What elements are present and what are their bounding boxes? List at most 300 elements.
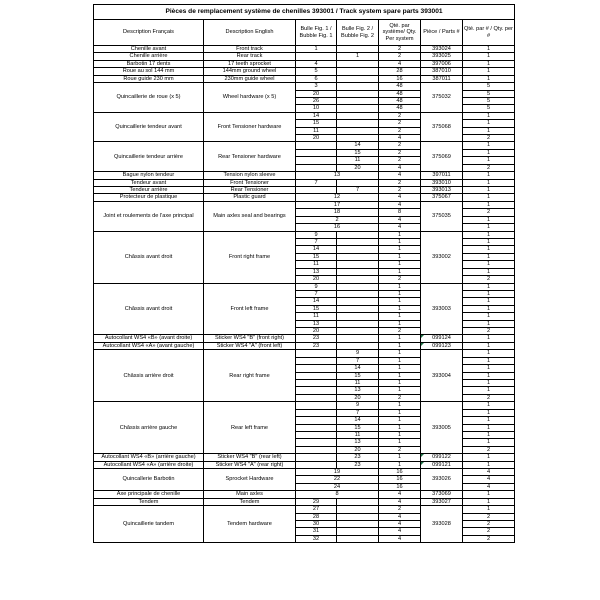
cell-qty-per-system: 4 [379, 60, 421, 67]
cell-bubble-fig1: 7 [296, 179, 337, 186]
cell-bubble-fig1: 14 [296, 112, 337, 119]
cell-bubble-merged: 12 [296, 194, 379, 201]
cell-qty-per-part: 1 [463, 350, 515, 357]
cell-qty-per-part: 2 [463, 521, 515, 528]
cell-bubble-fig1 [296, 439, 337, 446]
cell-qty-per-part: 1 [463, 172, 515, 179]
cell-bubble-fig1 [296, 53, 337, 60]
cell-bubble-fig1: 6 [296, 75, 337, 82]
cell-qty-per-part: 1 [463, 60, 515, 67]
cell-description-fr: Chenille arrière [94, 53, 204, 60]
cell-bubble-fig1: 5 [296, 68, 337, 75]
cell-qty-per-system: 16 [379, 483, 421, 490]
cell-bubble-fig1: 7 [296, 238, 337, 245]
cell-description-fr: Quincaillerie tandem [94, 506, 204, 543]
cell-qty-per-part: 2 [463, 528, 515, 535]
cell-part-number: 375068 [421, 112, 463, 142]
cell-description-en: Front Tensioner [204, 179, 296, 186]
cell-bubble-fig2 [337, 313, 379, 320]
cell-qty-per-part: 1 [463, 506, 515, 513]
table-row [94, 402, 515, 409]
cell-qty-per-system: 8 [379, 209, 421, 216]
cell-bubble-merged: 8 [296, 491, 379, 498]
cell-bubble-fig2 [337, 75, 379, 82]
cell-bubble-fig2 [337, 261, 379, 268]
table-row [94, 60, 515, 67]
cell-qty-per-system: 1 [379, 409, 421, 416]
cell-qty-per-part: 1 [463, 365, 515, 372]
cell-qty-per-part: 1 [463, 46, 515, 53]
cell-bubble-fig2 [337, 97, 379, 104]
cell-part-number: 393024 [421, 46, 463, 53]
cell-description-fr: Châssis arrière gauche [94, 402, 204, 454]
cell-qty-per-part: 4 [463, 476, 515, 483]
cell-part-number: 393013 [421, 187, 463, 194]
cell-qty-per-part: 1 [463, 424, 515, 431]
table-row [94, 179, 515, 186]
cell-qty-per-system: 4 [379, 513, 421, 520]
table-row [94, 498, 515, 505]
cell-qty-per-part: 1 [463, 142, 515, 149]
cell-qty-per-part: 1 [463, 246, 515, 253]
cell-bubble-fig1: 10 [296, 105, 337, 112]
cell-qty-per-part: 1 [463, 461, 515, 468]
cell-part-number: 397011 [421, 172, 463, 179]
cell-part-number: 393025 [421, 53, 463, 60]
cell-part-number: 393002 [421, 231, 463, 283]
table-row [94, 68, 515, 75]
cell-qty-per-part: 2 [463, 164, 515, 171]
cell-qty-per-part: 1 [463, 112, 515, 119]
cell-bubble-fig2: 1 [337, 53, 379, 60]
cell-description-fr: Châssis avant droit [94, 283, 204, 335]
cell-description-en: Rear right frame [204, 350, 296, 402]
cell-qty-per-system: 1 [379, 298, 421, 305]
cell-bubble-fig1: 11 [296, 261, 337, 268]
cell-qty-per-part: 2 [463, 394, 515, 401]
cell-description-fr: Tendeur arrière [94, 187, 204, 194]
cell-bubble-fig1 [296, 164, 337, 171]
cell-qty-per-part: 1 [463, 231, 515, 238]
cell-bubble-fig1 [296, 454, 337, 461]
cell-qty-per-part: 1 [463, 268, 515, 275]
cell-bubble-fig1: 23 [296, 335, 337, 342]
cell-description-fr: Protecteur de plastique [94, 194, 204, 201]
cell-description-fr: Tendem [94, 498, 204, 505]
cell-bubble-fig1: 15 [296, 253, 337, 260]
cell-bubble-fig1 [296, 379, 337, 386]
cell-bubble-fig2: 7 [337, 409, 379, 416]
cell-qty-per-system: 2 [379, 157, 421, 164]
cell-description-en: Front Tensioner hardware [204, 112, 296, 142]
cell-qty-per-part: 1 [463, 431, 515, 438]
cell-qty-per-system: 1 [379, 305, 421, 312]
cell-bubble-fig2 [337, 135, 379, 142]
cell-bubble-fig1 [296, 149, 337, 156]
cell-bubble-merged: 24 [296, 483, 379, 490]
cell-qty-per-system: 2 [379, 187, 421, 194]
cell-bubble-fig2: 14 [337, 365, 379, 372]
cell-bubble-fig1: 30 [296, 521, 337, 528]
cell-bubble-fig2 [337, 342, 379, 349]
cell-bubble-fig2 [337, 112, 379, 119]
cell-bubble-fig2: 7 [337, 187, 379, 194]
cell-part-number: 393004 [421, 350, 463, 402]
cell-qty-per-system: 4 [379, 201, 421, 208]
cell-bubble-fig2 [337, 290, 379, 297]
cell-bubble-fig1 [296, 402, 337, 409]
col-header-qty-per-system: Qté. par système/ Qty. Per system [379, 20, 421, 46]
cell-bubble-fig2 [337, 68, 379, 75]
col-header-bubble-fig1: Bulle Fig. 1 / Bubble Fig. 1 [296, 20, 337, 46]
cell-qty-per-part: 1 [463, 201, 515, 208]
cell-qty-per-part: 1 [463, 320, 515, 327]
cell-bubble-fig1 [296, 187, 337, 194]
cell-description-en: Rear track [204, 53, 296, 60]
cell-qty-per-system: 1 [379, 313, 421, 320]
cell-bubble-fig2 [337, 535, 379, 542]
cell-bubble-fig2 [337, 305, 379, 312]
cell-bubble-fig1 [296, 409, 337, 416]
text-format-flag-icon [421, 343, 424, 346]
cell-part-number: 387011 [421, 75, 463, 82]
cell-qty-per-system: 1 [379, 431, 421, 438]
cell-description-en: Sticker WS4 "A" (front left) [204, 342, 296, 349]
cell-bubble-fig1: 13 [296, 320, 337, 327]
cell-qty-per-part: 1 [463, 372, 515, 379]
table-row [94, 461, 515, 468]
cell-bubble-fig1: 23 [296, 342, 337, 349]
cell-qty-per-part: 2 [463, 276, 515, 283]
cell-qty-per-system: 4 [379, 224, 421, 231]
cell-bubble-fig2: 14 [337, 142, 379, 149]
cell-description-en: Wheel hardware (x 5) [204, 83, 296, 113]
cell-qty-per-system: 2 [379, 142, 421, 149]
cell-bubble-fig1: 7 [296, 290, 337, 297]
cell-qty-per-part: 1 [463, 298, 515, 305]
cell-qty-per-system: 4 [379, 172, 421, 179]
table-row [94, 112, 515, 119]
cell-bubble-fig1 [296, 446, 337, 453]
cell-bubble-fig1: 29 [296, 498, 337, 505]
cell-description-fr: Chenille avant [94, 46, 204, 53]
cell-bubble-fig2: 20 [337, 394, 379, 401]
col-header-description-en: Description English [204, 20, 296, 46]
cell-qty-per-part: 1 [463, 357, 515, 364]
cell-part-number: 387010 [421, 68, 463, 75]
cell-qty-per-system: 2 [379, 328, 421, 335]
cell-bubble-fig1: 31 [296, 528, 337, 535]
cell-qty-per-system: 48 [379, 97, 421, 104]
cell-part-number: 393010 [421, 179, 463, 186]
cell-qty-per-system: 1 [379, 231, 421, 238]
cell-qty-per-system: 2 [379, 394, 421, 401]
cell-description-fr: Quincaillerie tendeur arrière [94, 142, 204, 172]
cell-qty-per-system: 2 [379, 53, 421, 60]
cell-qty-per-system: 28 [379, 68, 421, 75]
cell-qty-per-part: 2 [463, 535, 515, 542]
cell-description-en: Tendem [204, 498, 296, 505]
cell-description-en: Sticker WS4 "A" (rear right) [204, 461, 296, 468]
cell-qty-per-part: 1 [463, 409, 515, 416]
cell-qty-per-system: 1 [379, 417, 421, 424]
cell-bubble-fig1: 13 [296, 268, 337, 275]
cell-qty-per-system: 4 [379, 216, 421, 223]
cell-qty-per-system: 1 [379, 342, 421, 349]
cell-bubble-fig1: 26 [296, 97, 337, 104]
cell-part-number: 375032 [421, 83, 463, 113]
cell-qty-per-system: 4 [379, 194, 421, 201]
cell-qty-per-system: 48 [379, 83, 421, 90]
cell-bubble-fig1: 20 [296, 90, 337, 97]
cell-description-en: Front left frame [204, 283, 296, 335]
cell-qty-per-part: 4 [463, 469, 515, 476]
cell-qty-per-system: 2 [379, 506, 421, 513]
cell-bubble-fig1: 14 [296, 246, 337, 253]
cell-qty-per-system: 1 [379, 365, 421, 372]
cell-qty-per-part: 1 [463, 120, 515, 127]
cell-bubble-fig1: 11 [296, 127, 337, 134]
cell-qty-per-part: 2 [463, 135, 515, 142]
cell-qty-per-part: 2 [463, 446, 515, 453]
cell-bubble-fig2: 20 [337, 164, 379, 171]
cell-qty-per-part: 1 [463, 283, 515, 290]
cell-description-en: Tension nylon sleeve [204, 172, 296, 179]
cell-qty-per-part: 1 [463, 261, 515, 268]
cell-description-en: Rear Tensioner [204, 187, 296, 194]
cell-bubble-fig2 [337, 253, 379, 260]
cell-description-en: Sticker WS4 "B" (front right) [204, 335, 296, 342]
cell-part-number: 393026 [421, 469, 463, 491]
cell-bubble-fig2 [337, 246, 379, 253]
cell-description-en: Rear Tensioner hardware [204, 142, 296, 172]
cell-bubble-fig1 [296, 350, 337, 357]
col-header-description-fr: Description Français [94, 20, 204, 46]
cell-part-number: 099123 [421, 342, 463, 349]
cell-bubble-fig1: 1 [296, 46, 337, 53]
cell-description-fr: Autocollant WS4 «B» (avant droite) [94, 335, 204, 342]
cell-bubble-fig1: 20 [296, 328, 337, 335]
cell-qty-per-system: 1 [379, 454, 421, 461]
cell-qty-per-part: 2 [463, 328, 515, 335]
cell-description-fr: Quincallerie Barbotin [94, 469, 204, 491]
cell-bubble-fig2 [337, 46, 379, 53]
cell-description-en: Front right frame [204, 231, 296, 283]
cell-qty-per-part: 1 [463, 194, 515, 201]
col-header-part-number: Pièce / Parts # [421, 20, 463, 46]
cell-bubble-fig2: 9 [337, 350, 379, 357]
table-row [94, 469, 515, 476]
col-header-bubble-fig2: Bulle Fig. 2 / Bubble Fig. 2 [337, 20, 379, 46]
cell-bubble-fig2: 11 [337, 379, 379, 386]
cell-qty-per-system: 2 [379, 149, 421, 156]
cell-bubble-fig1 [296, 372, 337, 379]
cell-description-en: Main axles [204, 491, 296, 498]
cell-qty-per-system: 1 [379, 290, 421, 297]
table-row [94, 342, 515, 349]
cell-bubble-fig2: 11 [337, 431, 379, 438]
page-title: Pièces de remplacement système de chenilles 393001 / Track system spare parts 393001 [94, 5, 515, 20]
cell-bubble-fig1: 14 [296, 298, 337, 305]
table-row [94, 83, 515, 90]
cell-qty-per-system: 2 [379, 46, 421, 53]
cell-bubble-fig2 [337, 506, 379, 513]
cell-description-fr: Châssis arrière droit [94, 350, 204, 402]
cell-part-number: 393005 [421, 402, 463, 454]
cell-description-en: Front track [204, 46, 296, 53]
cell-bubble-fig1 [296, 417, 337, 424]
cell-qty-per-system: 1 [379, 238, 421, 245]
cell-part-number: 099124 [421, 335, 463, 342]
cell-qty-per-system: 1 [379, 379, 421, 386]
cell-bubble-fig2 [337, 283, 379, 290]
cell-description-en: 17 teeth sprocket [204, 60, 296, 67]
cell-bubble-fig2 [337, 105, 379, 112]
cell-qty-per-system: 1 [379, 268, 421, 275]
cell-qty-per-system: 4 [379, 521, 421, 528]
cell-qty-per-part: 1 [463, 454, 515, 461]
cell-bubble-fig2 [337, 120, 379, 127]
cell-qty-per-part: 1 [463, 313, 515, 320]
cell-qty-per-system: 1 [379, 283, 421, 290]
cell-qty-per-part: 1 [463, 238, 515, 245]
cell-qty-per-system: 1 [379, 424, 421, 431]
cell-qty-per-system: 4 [379, 491, 421, 498]
cell-qty-per-part: 1 [463, 290, 515, 297]
cell-qty-per-part: 1 [463, 216, 515, 223]
cell-description-fr: Quincaillerie de roue (x 5) [94, 83, 204, 113]
cell-qty-per-system: 1 [379, 350, 421, 357]
cell-bubble-fig2 [337, 335, 379, 342]
cell-bubble-fig1 [296, 394, 337, 401]
cell-qty-per-system: 2 [379, 179, 421, 186]
cell-bubble-fig2 [337, 276, 379, 283]
cell-bubble-fig1: 3 [296, 83, 337, 90]
cell-bubble-fig2: 23 [337, 461, 379, 468]
cell-qty-per-part: 1 [463, 127, 515, 134]
cell-bubble-fig1: 20 [296, 135, 337, 142]
cell-part-number: 397006 [421, 60, 463, 67]
cell-bubble-merged: 22 [296, 476, 379, 483]
table-row [94, 491, 515, 498]
cell-bubble-fig2 [337, 498, 379, 505]
cell-part-number: 375035 [421, 201, 463, 231]
cell-description-fr: Autocollant WS4 «B» (arrière gauche) [94, 454, 204, 461]
cell-description-fr: Axe principale de chenille [94, 491, 204, 498]
cell-bubble-fig2 [337, 521, 379, 528]
cell-bubble-fig1: 15 [296, 120, 337, 127]
cell-qty-per-part: 5 [463, 97, 515, 104]
cell-part-number: 393027 [421, 498, 463, 505]
cell-bubble-fig2 [337, 231, 379, 238]
cell-qty-per-system: 4 [379, 498, 421, 505]
cell-qty-per-system: 1 [379, 335, 421, 342]
cell-description-en: Sprocket Hardware [204, 469, 296, 491]
cell-qty-per-part: 1 [463, 53, 515, 60]
cell-qty-per-part: 4 [463, 483, 515, 490]
cell-description-fr: Tendeur avant [94, 179, 204, 186]
cell-bubble-fig1: 15 [296, 305, 337, 312]
cell-description-en: Plastic guard [204, 194, 296, 201]
cell-bubble-merged: 13 [296, 172, 379, 179]
cell-qty-per-system: 2 [379, 276, 421, 283]
cell-part-number: 375067 [421, 194, 463, 201]
table-row [94, 506, 515, 513]
cell-qty-per-part: 1 [463, 335, 515, 342]
cell-qty-per-part: 2 [463, 513, 515, 520]
table-header-row [94, 20, 515, 46]
cell-qty-per-system: 1 [379, 387, 421, 394]
table-row [94, 335, 515, 342]
cell-bubble-fig2 [337, 298, 379, 305]
cell-bubble-merged: 16 [296, 224, 379, 231]
cell-qty-per-system: 4 [379, 535, 421, 542]
cell-bubble-fig2 [337, 90, 379, 97]
cell-description-en: 230mm guide wheel [204, 75, 296, 82]
cell-qty-per-part: 5 [463, 83, 515, 90]
cell-qty-per-part: 1 [463, 379, 515, 386]
cell-bubble-fig1: 9 [296, 231, 337, 238]
cell-qty-per-system: 1 [379, 461, 421, 468]
cell-qty-per-system: 2 [379, 446, 421, 453]
cell-bubble-fig1 [296, 157, 337, 164]
cell-part-number: 393003 [421, 283, 463, 335]
cell-qty-per-part: 1 [463, 439, 515, 446]
cell-qty-per-system: 1 [379, 261, 421, 268]
cell-qty-per-system: 48 [379, 105, 421, 112]
cell-qty-per-system: 4 [379, 164, 421, 171]
cell-qty-per-system: 2 [379, 112, 421, 119]
table-row [94, 142, 515, 149]
cell-description-en: Rear left frame [204, 402, 296, 454]
cell-part-number: 099121 [421, 461, 463, 468]
cell-bubble-fig2: 15 [337, 424, 379, 431]
cell-qty-per-part: 1 [463, 224, 515, 231]
cell-bubble-merged: 18 [296, 209, 379, 216]
cell-bubble-fig2 [337, 83, 379, 90]
table-row [94, 454, 515, 461]
cell-qty-per-part: 1 [463, 305, 515, 312]
cell-bubble-merged: 2 [296, 216, 379, 223]
cell-qty-per-system: 16 [379, 75, 421, 82]
cell-part-number: 375069 [421, 142, 463, 172]
table-row [94, 231, 515, 238]
cell-qty-per-part: 5 [463, 105, 515, 112]
cell-qty-per-system: 48 [379, 90, 421, 97]
cell-bubble-fig1 [296, 461, 337, 468]
cell-bubble-fig1: 4 [296, 60, 337, 67]
cell-bubble-merged: 17 [296, 201, 379, 208]
cell-bubble-fig2 [337, 528, 379, 535]
spare-parts-table [93, 4, 515, 543]
cell-bubble-fig1: 28 [296, 513, 337, 520]
cell-bubble-fig2 [337, 127, 379, 134]
cell-description-en: Main axles seal and bearings [204, 201, 296, 231]
cell-description-fr: Autocollant WS4 «A» (arrière droite) [94, 461, 204, 468]
cell-qty-per-part: 1 [463, 157, 515, 164]
cell-qty-per-system: 1 [379, 253, 421, 260]
cell-description-fr: Bague nylon tendeur [94, 172, 204, 179]
cell-bubble-fig2 [337, 238, 379, 245]
text-format-flag-icon [421, 335, 424, 338]
cell-qty-per-system: 1 [379, 402, 421, 409]
text-format-flag-icon [421, 454, 424, 457]
cell-description-en: Tendem hardware [204, 506, 296, 543]
cell-part-number: 099122 [421, 454, 463, 461]
cell-qty-per-part: 1 [463, 179, 515, 186]
cell-qty-per-system: 4 [379, 528, 421, 535]
cell-bubble-fig2 [337, 268, 379, 275]
